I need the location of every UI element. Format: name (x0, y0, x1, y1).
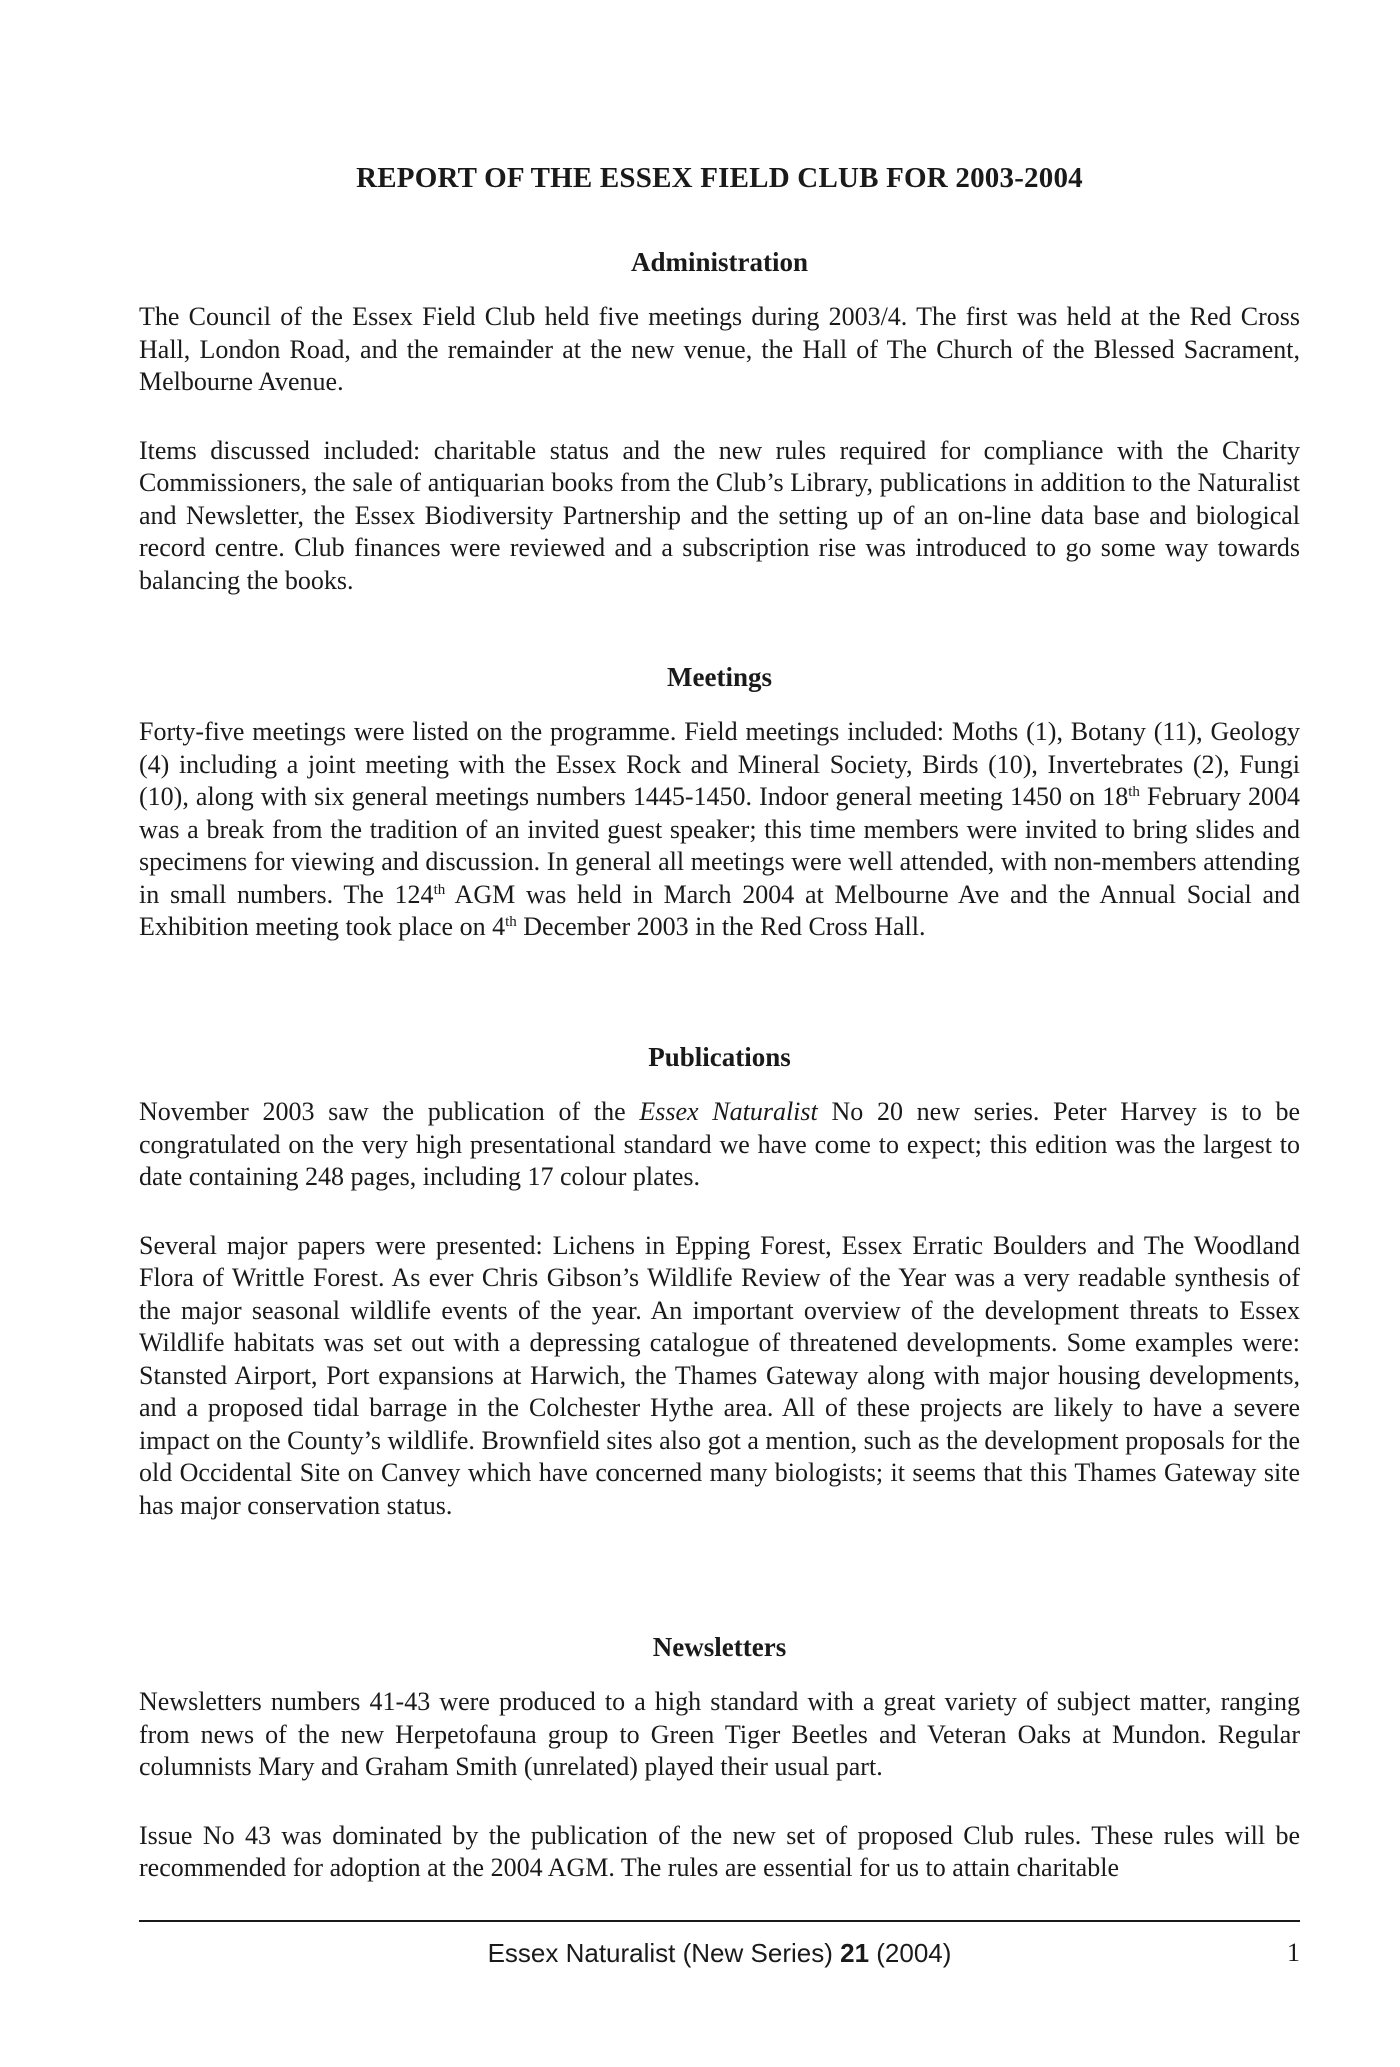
publications-text-b: No 20 new series. Peter Harvey is to be congratulated on the very high presentational standard we have come to expect; this edition was the largest to date containing 248 pages, including 17 colour plates. (139, 1097, 1300, 1191)
page-number: 1 (1287, 1938, 1300, 1967)
footer-divider (139, 1920, 1300, 1922)
section-newsletters (139, 1630, 1300, 1885)
report-title: REPORT OF THE ESSEX FIELD CLUB FOR 2003-2004 (356, 162, 1083, 194)
meetings-text-b: February 2004 was a break from the tradition of an invited guest speaker; this time members were invited to bring slides and specimens for viewing and discussion. In general all meetings were well attended, with non-members attending in small numbers. The 124 (139, 782, 1300, 909)
publications-paragraph-1 (139, 1096, 1300, 1194)
meetings-text-d: December 2003 in the Red Cross Hall. (516, 912, 926, 941)
heading-newsletters: Newsletters (652, 1632, 787, 1662)
journal-name-italic: Essex Naturalist (639, 1097, 818, 1126)
heading-administration: Administration (630, 247, 809, 277)
section-meetings (139, 660, 1300, 944)
newsletters-paragraph-2: Issue No 43 was dominated by the publication of the new set of proposed Club rules. These rules will be recommended for adoption at the 2004 AGM. The rules are essential for us to attain charitable (139, 1820, 1300, 1882)
meetings-text-c: AGM was held in March 2004 at Melbourne Ave and the Annual Social and Exhibition meeting took place on 4 (139, 879, 1301, 941)
publications-text-a: November 2003 saw the publication of the (139, 1097, 640, 1126)
meetings-paragraph-1 (139, 716, 1300, 944)
administration-paragraph-2: Items discussed included: charitable status and the new rules required for compliance with the Charity Commissioners, the sale of antiquarian books from the Club’s Library, publications in addition to the Naturalist and Newsletter, the Essex Biodiversity Partnership and the setting up of an on-line data base and biological record centre. Club finances were reviewed and a subscription rise was introduced to go some way towards balancing the books. (139, 435, 1300, 595)
heading-publications: Publications (648, 1042, 791, 1072)
administration-paragraph-1: The Council of the Essex Field Club held five meetings during 2003/4. The first was held at the Red Cross Hall, London Road, and the remainder at the new venue, the Hall of The Church of the Blessed Sacrament, Melbourne Avenue. (139, 302, 1300, 396)
footer-year: (2004) (869, 1938, 952, 1968)
newsletters-paragraph-1: Newsletters numbers 41-43 were produced to a high standard with a great variety of subject matter, ranging from news of the new Herpetofauna group to Green Tiger Beetles and Veteran Oaks at Mundon. Regular columnists Mary and Graham Smith (unrelated) played their usual part. (139, 1687, 1300, 1781)
footer-journal-name: Essex Naturalist (New Series) (487, 1938, 841, 1968)
publications-paragraph-2: Several major papers were presented: Lichens in Epping Forest, Essex Erratic Boulders and The Woodland Flora of Writtle Forest. As ever Chris Gibson’s Wildlife Review of the Year was a very readable synthesis of the major seasonal wildlife events of the year. An important overview of the development threats to Essex Wildlife habitats was set out with a depressing catalogue of threatened developments. Some examples were: Stansted Airport, Port expansions at Harwich, the Thames Gateway along with major housing developments, and a proposed tidal barrage in the Colchester Hythe area. All of these projects are likely to have a severe impact on the County’s wildlife. Brownfield sites also got a mention, such as the development proposals for the old Occidental Site on Canvey which have concerned many biologists; it seems that this Thames Gateway site has major conservation status. (139, 1230, 1300, 1520)
superscript-th: th (433, 881, 446, 898)
meetings-text-a: Forty-five meetings were listed on the programme. Field meetings included: Moths (1), Botany (11), Geology (4) including a joint meeting with the Essex Rock and Mineral Society, Birds (10), Invertebrates (2), Fungi (10), along with six general meetings numbers 1445-1450. Indoor general meeting 1450 on 18 (139, 717, 1300, 811)
footer-volume-number: 21 (840, 1938, 870, 1968)
superscript-th: th (505, 914, 517, 930)
section-publications (139, 1040, 1300, 1522)
page-footer (139, 1935, 1300, 1975)
heading-meetings: Meetings (667, 662, 772, 692)
superscript-th: th (1128, 784, 1140, 800)
section-administration (139, 245, 1300, 597)
footer-journal-citation (139, 1935, 1300, 1971)
